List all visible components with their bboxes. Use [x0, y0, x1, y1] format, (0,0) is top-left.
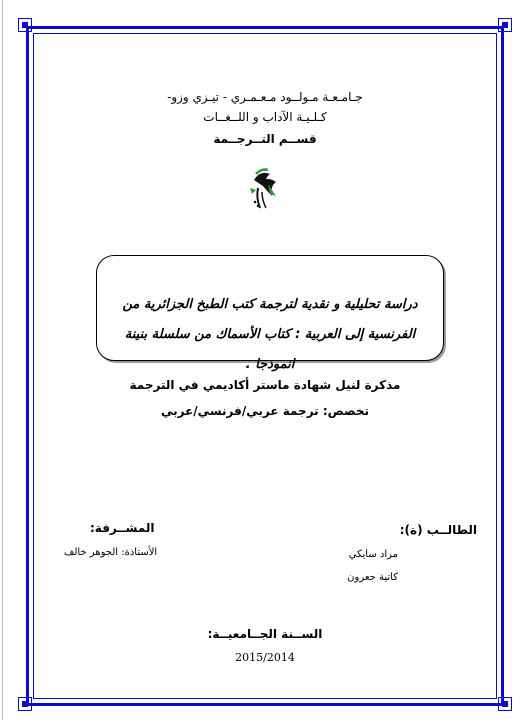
corner-ornament-icon	[498, 697, 512, 711]
thesis-title-box	[96, 255, 444, 372]
student-name: كاتية جعرون	[347, 572, 398, 583]
corner-ornament-icon	[498, 18, 512, 32]
corner-ornament-icon	[18, 697, 32, 711]
specialty-line: تخصص: ترجمة عربي/فرنسي/عربي	[160, 404, 369, 418]
thesis-title-line: دراسة تحليلية و نقدية لترجمة كتب الطبخ الجزائرية من	[122, 297, 418, 312]
faculty-name: كـلـيـة الآداب و اللــغــات	[203, 110, 327, 124]
students-label: الطالــب (ة):	[399, 523, 477, 537]
corner-ornament-icon	[18, 18, 32, 32]
supervisor-name: الأستاذة: الجوهر خالف	[64, 547, 158, 558]
student-name: مراد سايكي	[348, 549, 398, 560]
department-name: قســم التــرجــمة	[213, 132, 317, 146]
degree-statement: مذكرة لنيل شهادة ماستر أكاديمي في الترجمة	[129, 378, 401, 392]
university-logo-icon	[246, 166, 282, 212]
supervisor-label: المشــرفة:	[90, 521, 155, 535]
thesis-title-line: الفرنسية إلى العربية : كتاب الأسماك من سلسلة بنينة انموذجا .	[124, 327, 416, 372]
page-edge-rule	[2, 0, 3, 720]
academic-year-value: 2015/2014	[235, 651, 295, 664]
academic-year-label: الســنة الجــامعيــة:	[207, 627, 323, 641]
university-name: جـامـعـة مـولــود مـعـمـري - تيـزي وزو-	[167, 90, 363, 104]
thesis-title	[107, 290, 433, 380]
